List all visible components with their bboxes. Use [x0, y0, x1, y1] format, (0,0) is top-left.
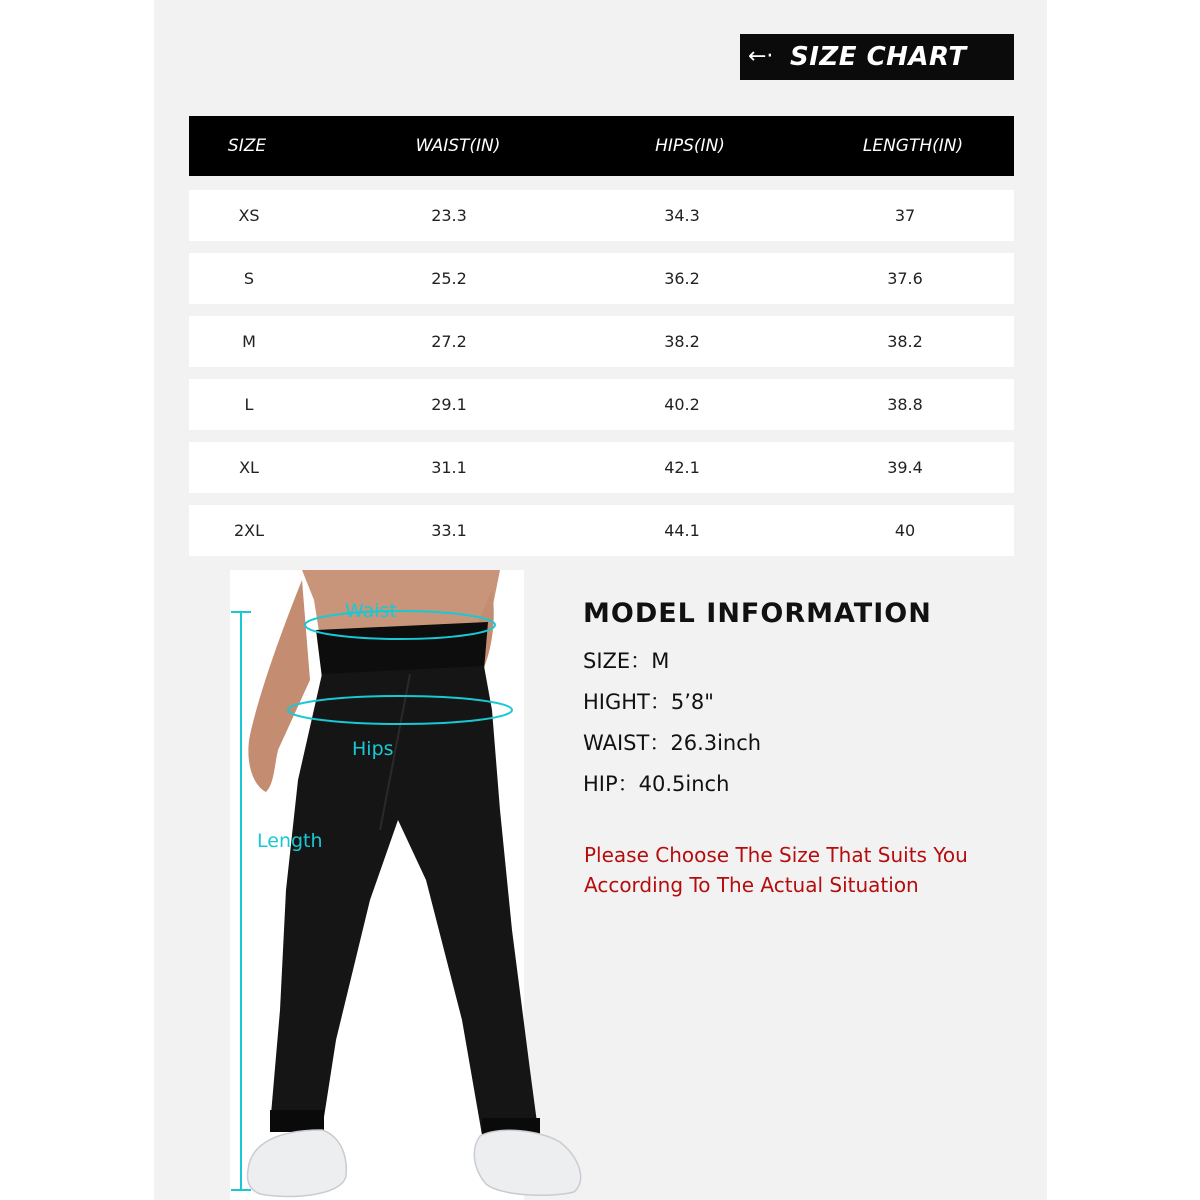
- column-header-length: LENGTH(IN): [862, 136, 964, 156]
- size-chart-badge: [740, 34, 1014, 80]
- model-information-heading: MODEL INFORMATION: [583, 598, 932, 629]
- table-cell: 40: [894, 521, 916, 540]
- size-advice-note: [584, 840, 1014, 900]
- left-cuff: [270, 1110, 324, 1132]
- table-cell: 27.2: [431, 332, 467, 351]
- table-row: [189, 190, 1014, 241]
- table-cell: 37.6: [887, 269, 923, 288]
- table-header: [189, 116, 1014, 176]
- right-sneaker: [474, 1130, 580, 1195]
- model-waist: [583, 723, 1003, 764]
- table-cell: 38.8: [887, 395, 923, 414]
- model-height: [583, 682, 1003, 723]
- model-size-value: M: [651, 649, 670, 673]
- column-header-waist: WAIST(IN): [415, 136, 501, 156]
- table-cell: 44.1: [664, 521, 700, 540]
- column-header-hips: HIPS(IN): [655, 136, 725, 156]
- table-cell: XS: [238, 206, 260, 225]
- table-cell: 31.1: [431, 458, 467, 477]
- size-advice-line-2: According To The Actual Situation: [584, 873, 919, 897]
- table-cell: 38.2: [664, 332, 700, 351]
- table-cell: L: [244, 395, 254, 414]
- table-cell: S: [243, 269, 255, 288]
- length-label: Length: [257, 830, 323, 852]
- waist-label: Waist: [345, 600, 397, 622]
- table-cell: 36.2: [664, 269, 700, 288]
- model-height-label: HIGHT：: [583, 690, 671, 714]
- table-cell: 42.1: [664, 458, 700, 477]
- model-hip-label: HIP：: [583, 772, 639, 796]
- table-cell: 29.1: [431, 395, 467, 414]
- model-waist-value: 26.3inch: [670, 731, 762, 755]
- table-row: [189, 316, 1014, 367]
- arrow-left-icon: ←·: [748, 44, 774, 69]
- table-cell: 38.2: [887, 332, 923, 351]
- table-cell: 34.3: [664, 206, 700, 225]
- model-information: [583, 598, 1003, 805]
- model-height-value: 5’8": [670, 690, 714, 714]
- model-size-label: SIZE：: [583, 649, 652, 673]
- table-cell: 40.2: [664, 395, 700, 414]
- table-cell: 37: [894, 206, 916, 225]
- model-waist-label: WAIST：: [583, 731, 671, 755]
- column-header-size: SIZE: [227, 136, 267, 156]
- model-hip: [583, 764, 1003, 805]
- table-cell: M: [242, 332, 256, 351]
- table-row: [189, 253, 1014, 304]
- table-row: [189, 379, 1014, 430]
- model-illustration: [230, 570, 590, 1200]
- size-chart-title: SIZE CHART: [790, 42, 967, 72]
- table-cell: 23.3: [431, 206, 467, 225]
- hips-label: Hips: [352, 738, 394, 760]
- model-hip-value: 40.5inch: [638, 772, 730, 796]
- table-row: [189, 505, 1014, 556]
- table-cell: XL: [239, 458, 259, 477]
- table-cell: 2XL: [233, 521, 265, 540]
- table-cell: 33.1: [431, 521, 467, 540]
- model-size: [583, 641, 1003, 682]
- size-advice-line-1: Please Choose The Size That Suits You: [584, 843, 968, 867]
- table-cell: 25.2: [431, 269, 467, 288]
- table-row: [189, 442, 1014, 493]
- table-cell: 39.4: [887, 458, 923, 477]
